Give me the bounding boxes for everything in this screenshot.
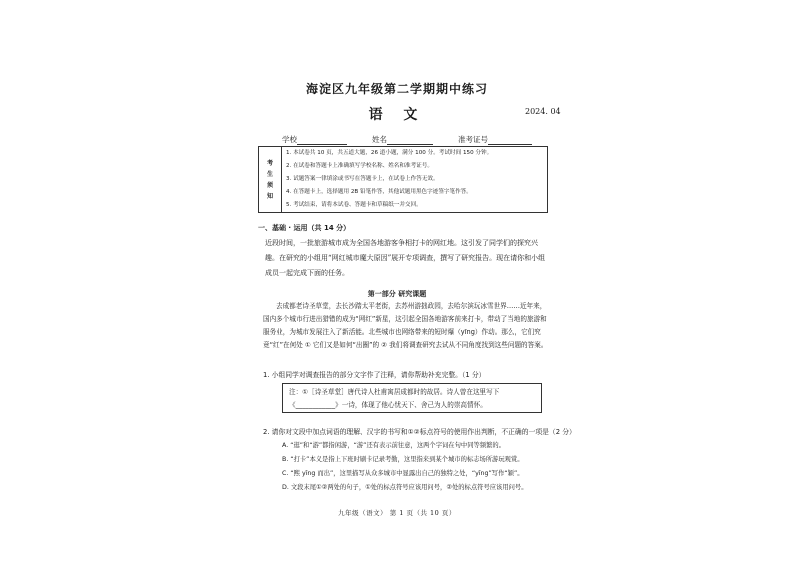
notice-heading <box>259 147 282 213</box>
notice-item: 4. 在答题卡上，选择题用 2B 铅笔作答，其他试题用黑色字迹签字笔作答。 <box>286 189 472 195</box>
question-1-stem: 1. 小组同学对调查报告的部分文字作了注释，请你帮助补充完整。（1 分） <box>263 371 486 379</box>
notice-item: 3. 试题答案一律填涂或书写在答题卡上，在试卷上作答无效。 <box>286 176 439 182</box>
exam-id-blank <box>488 136 532 145</box>
section-intro: 近段时间，一批旅游城市成为全国各地游客争相打卡的网红地。这引发了同学们的探究兴趣。在研究的小组用“网红城市魔大原因”展开专项调查，撰写了研究报告。现在请你和小组成员一起完成下面的任务。 <box>265 239 546 277</box>
exam-id-label: 准考证号 <box>458 135 488 144</box>
school-field <box>282 134 347 145</box>
exam-id-field <box>458 134 532 145</box>
notice-heading-char: 须 <box>266 181 273 189</box>
question-2-stem: 2. 请你对文段中加点词语的理解、汉字的书写和①②标点符号的使用作出判断，不正确的一项是（2 分） <box>263 428 576 436</box>
exam-date: 2024. 04 <box>525 107 561 116</box>
notice-item: 1. 本试卷共 10 页，共五道大题，26 道小题，满分 100 分。考试时间 150 分钟。 <box>286 150 493 156</box>
notice-heading-char: 知 <box>266 192 273 200</box>
notice-heading-char: 生 <box>266 170 273 178</box>
name-label: 姓名 <box>372 135 387 144</box>
option-b: B. “打卡”本义是指上下班时刷卡记录考勤，这里指来到某个城市的标志场所游玩观赏。 <box>282 456 524 463</box>
school-blank <box>297 136 347 145</box>
notice-item: 2. 在试卷和答题卡上准确填写学校名称、姓名和准考证号。 <box>286 163 433 169</box>
option-a: A. “逛”和“游”都指闲游，“游”还有表示前往意，这两个字词在句中同等频繁的。 <box>282 442 505 449</box>
exam-title: 海淀区九年级第二学期期中练习 <box>305 82 488 96</box>
option-d: D. 文段末尾①②两处的句子，①处的标点符号应该用问号，②处的标点符号应该用问号。 <box>282 484 528 491</box>
subject-title: 语 文 <box>368 107 426 123</box>
option-c: C. “熙 yīng 而出”，这里描写从众多城市中显露出自己的独特之处，“yīng”写作“颖”。 <box>282 470 524 477</box>
section-heading: 一、基础 · 运用（共 14 分） <box>258 224 351 232</box>
candidate-notice-table <box>258 146 548 213</box>
notice-item: 5. 考试结束，请将本试卷、答题卡和草稿纸一并交回。 <box>286 202 422 208</box>
name-blank <box>387 136 433 145</box>
question-1-note-box: 注：①［诗圣草堂］唐代诗人杜甫寓居成都时的故居。诗人曾在这里写下《____________》一诗，体现了他心忧天下、舍己为人的崇高情怀。 <box>282 383 542 413</box>
school-label: 学校 <box>282 135 297 144</box>
notice-heading-char: 考 <box>266 159 273 167</box>
page-footer: 九年级（语文） 第 1 页（共 10 页） <box>338 509 456 517</box>
part-heading: 第一部分 研究课题 <box>367 289 427 298</box>
notice-items <box>282 147 548 213</box>
reading-passage: 去成都老诗圣草堂，去长沙踏太平老街，去苏州游拙政园，去哈尔滨玩冰雪世界……近年来，国内多个城市行进出猎错的成为“网红”新星，这引起全国各地游客前来打卡，带动了当地的旅游和服务业，为城市发展注入了新活能。北些城市也网络带来的短时爆（yīng）作动。那么，它们究竟“红”在何处 ① 它们又是如何“出圈”的 ② 我们将调查研究去试从不同角度找到这些问题的答案。 <box>263 302 548 349</box>
name-field <box>372 134 433 145</box>
